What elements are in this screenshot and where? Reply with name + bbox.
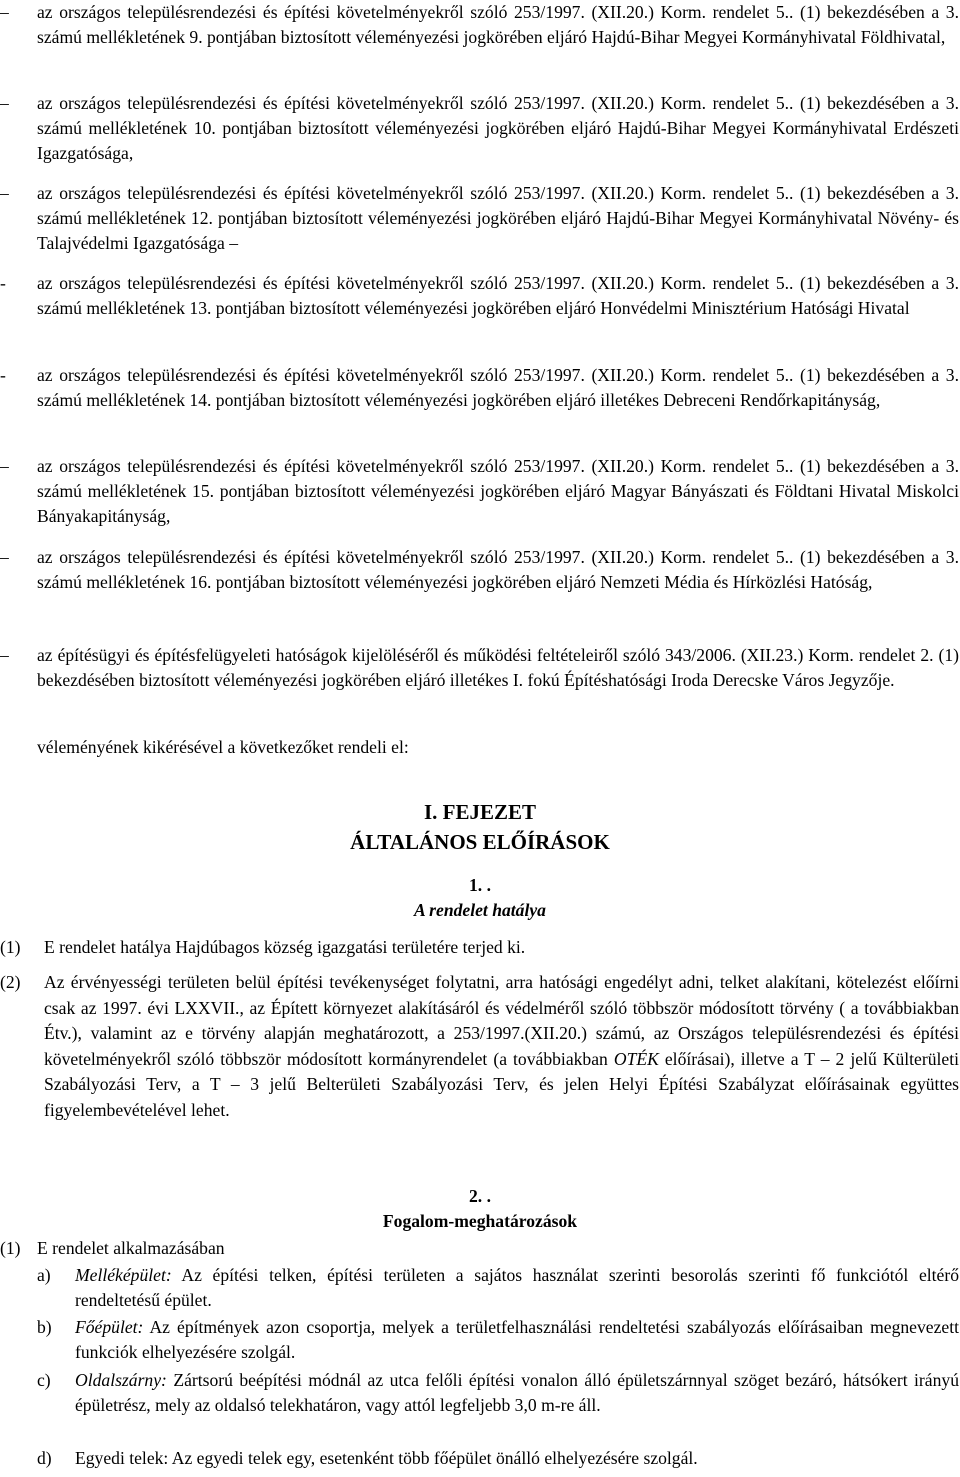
definition-item	[37, 1446, 959, 1471]
paragraph-text-part: előírásai), illetve a T – 2 jelű Külterületi Szabályozási Terv, a T – 3 jelű Belterületi Szabályozási Terv, és jelen Helyi Építési Szabályzat előírásainak együttes figyelembevételével lehet.	[44, 1048, 959, 1120]
list-dash: –	[0, 183, 9, 203]
closing-sentence: véleményének kikérésével a következőket rendeli el:	[37, 737, 409, 757]
paragraph-number: (1)	[0, 937, 21, 957]
list-dash: -	[0, 365, 6, 385]
chapter-number: I. FEJEZET	[423, 800, 537, 824]
numbered-paragraph	[0, 970, 960, 1123]
paragraph-text-part: Az érvényességi területen belül építési tevékenységet folytatni, arra hatósági engedélyt adni, telket alakítani, kötelezést előírni csak az 1997. évi LXXVII., az Épített környezet alakításáról és védelméről szóló többször módosított törvény ( a továbbiakban Étv.), valamint az e törvény alapján meghatározott, a 253/1997.(XII.20.) számú, az Országos településrendezési és építési követelményekről szóló többször módosított kormányrendelet (a továbbiakban	[44, 972, 959, 1069]
paragraph-number: (2)	[0, 972, 21, 992]
paragraph-text	[44, 970, 959, 1123]
definition-term: Oldalszárny:	[75, 1370, 167, 1390]
list-item-text: az országos településrendezési és építési követelményekről szóló 253/1997. (XII.20.) Korm. rendelet 5.. (1) bekezdésében a 3. számú mellékletének 12. pontjában biztosított véleményezési jogkörében eljáró Hajdú-Bihar Megyei Kormányhivatal Növény- és Talajvédelmi Igazgatósága –	[37, 183, 959, 253]
definition-body: Egyedi telek: Az egyedi telek egy, esetenként több főépület önálló elhelyezésére szolgál.	[75, 1448, 698, 1468]
definition-body: Az építési telken, építési területen a sajátos használat szerinti besorolás szerinti fő funkciótól eltérő rendeltetésű épület.	[75, 1265, 959, 1310]
definition-item	[37, 1368, 959, 1418]
definition-item	[37, 1315, 959, 1365]
list-item	[0, 91, 960, 166]
list-item	[0, 271, 960, 321]
definition-body: Zártsorú beépítési módnál az utca felőli építési vonalon álló épületszárnnyal szöget bezáró, hátsókert irányú épületrész, mely az oldalsó telekhatáron, vagy attól legfeljebb 3,0 m-re áll.	[75, 1370, 959, 1415]
paragraph-text: E rendelet alkalmazásában	[37, 1238, 225, 1258]
list-item-text: az országos településrendezési és építési követelményekről szóló 253/1997. (XII.20.) Korm. rendelet 5.. (1) bekezdésében a 3. számú mellékletének 16. pontjában biztosított véleményezési jogkörében eljáró Nemzeti Média és Hírközlési Hatóság,	[37, 547, 959, 592]
list-item-text: az országos településrendezési és építési követelményekről szóló 253/1997. (XII.20.) Korm. rendelet 5.. (1) bekezdésében a 3. számú mellékletének 14. pontjában biztosított véleményezési jogkörében eljáró illetékes Debreceni Rendőrkapitányság,	[37, 365, 959, 410]
definition-letter: d)	[37, 1448, 52, 1468]
chapter-title: ÁLTALÁNOS ELŐÍRÁSOK	[350, 830, 610, 854]
definition-text	[75, 1446, 959, 1471]
paragraph-text: E rendelet hatálya Hajdúbagos község igazgatási területére terjed ki.	[44, 937, 526, 957]
list-dash: –	[0, 547, 9, 567]
list-item	[0, 545, 960, 595]
list-item	[0, 454, 960, 529]
definition-letter: b)	[37, 1317, 52, 1337]
list-item-text: az építésügyi és építésfelügyeleti hatóságok kijelöléséről és működési feltételeiről szóló 343/2006. (XII.23.) Korm. rendelet 2. (1) bekezdésében biztosított véleményezési jogkörében eljáró illetékes I. fokú Építéshatósági Iroda Derecske Város Jegyzője.	[37, 645, 959, 690]
definition-letter: a)	[37, 1265, 51, 1285]
otek-abbreviation: OTÉK	[613, 1048, 659, 1069]
section-title: A rendelet hatálya	[414, 900, 546, 920]
list-item	[0, 363, 960, 413]
definition-text	[75, 1368, 959, 1418]
list-item	[0, 643, 960, 693]
definition-text	[75, 1263, 959, 1313]
definition-term: Melléképület:	[75, 1265, 172, 1285]
section-number: 2. .	[469, 1186, 491, 1206]
list-dash: –	[0, 2, 9, 22]
definition-term: Főépület:	[75, 1317, 144, 1337]
list-item-text: az országos településrendezési és építési követelményekről szóló 253/1997. (XII.20.) Korm. rendelet 5.. (1) bekezdésében a 3. számú mellékletének 13. pontjában biztosított véleményezési jogkörében eljáró Honvédelmi Minisztérium Hatósági Hivatal	[37, 273, 959, 318]
definition-letter: c)	[37, 1370, 51, 1390]
definition-item	[37, 1263, 959, 1313]
definition-text	[75, 1315, 959, 1365]
paragraph-number: (1)	[0, 1238, 21, 1258]
list-dash: –	[0, 645, 9, 665]
numbered-paragraph	[0, 1236, 960, 1262]
list-item	[0, 181, 960, 256]
list-dash: -	[0, 273, 6, 293]
list-item-text: az országos településrendezési és építési követelményekről szóló 253/1997. (XII.20.) Korm. rendelet 5.. (1) bekezdésében a 3. számú mellékletének 10. pontjában biztosított véleményezési jogkörében eljáró Hajdú-Bihar Megyei Kormányhivatal Erdészeti Igazgatósága,	[37, 93, 959, 163]
section-number: 1. .	[469, 875, 491, 895]
definition-body: Az építmények azon csoportja, melyek a területfelhasználási rendeltetési szabályozás előírásaiban megnevezett funkciók elhelyezésére szolgál.	[75, 1317, 959, 1362]
chapter-heading	[0, 797, 960, 857]
section-title: Fogalom-meghatározások	[382, 1211, 578, 1231]
list-dash: –	[0, 456, 9, 476]
list-item-text: az országos településrendezési és építési követelményekről szóló 253/1997. (XII.20.) Korm. rendelet 5.. (1) bekezdésében a 3. számú mellékletének 9. pontjában biztosított véleményezési jogkörében eljáró Hajdú-Bihar Megyei Kormányhivatal Földhivatal,	[37, 2, 959, 47]
list-item	[0, 0, 960, 50]
list-dash: –	[0, 93, 9, 113]
numbered-paragraph	[0, 935, 960, 961]
list-item-text: az országos településrendezési és építési követelményekről szóló 253/1997. (XII.20.) Korm. rendelet 5.. (1) bekezdésében a 3. számú mellékletének 15. pontjában biztosított véleményezési jogkörében eljáró Magyar Bányászati és Földtani Hivatal Miskolci Bányakapitányság,	[37, 456, 959, 526]
